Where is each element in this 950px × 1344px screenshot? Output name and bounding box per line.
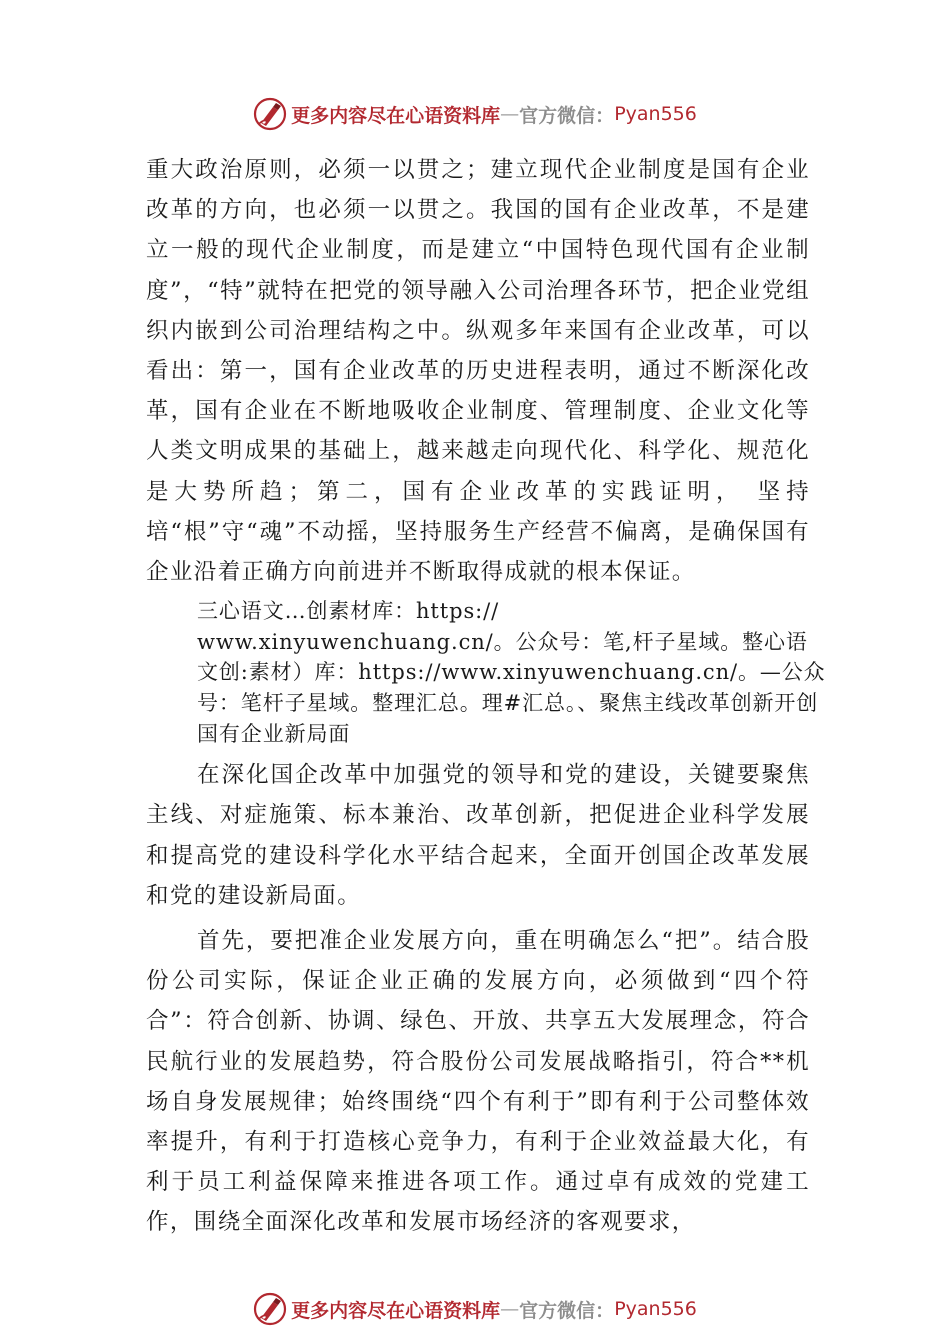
paragraph-focus-mainline: 在深化国企改革中加强党的领导和党的建设，关键要聚焦主线、对症施策、标本兼治、改革创新，把促进企业科学发展和提高党的建设科学化水平结合起来，全面开创国企改革发展和党的建设新局面。 <box>146 762 810 909</box>
banner-lead-text: 更多内容尽在心语资料库 <box>291 104 501 127</box>
header-banner <box>0 94 950 134</box>
footer-banner <box>0 1289 950 1329</box>
paragraph-continuation: 重大政治原则，必须一以贯之；建立现代企业制度是国有企业改革的方向，也必须一以贯之。我国的国有企业改革，不是建立一般的现代企业制度，而是建立“中国特色现代国有企业制度”，“特”就特在把党的领导融入公司治理各环节，把企业党组织内嵌到公司治理结构之中。纵观多年来国有企业改革，可以看出：第一，国有企业改革的历史进程表明，通过不断深化改革，国有企业在不断地吸收企业制度、管理制度、企业文化等人类文明成果的基础上，越来越走向现代化、科学化、规范化是大势所趋；第二，国有企业改革的实践证明， 坚持培“根”守“魂”不动摇，坚持服务生产经营不偏离，是确保国有企业沿着正确方向前进并不断取得成就的根本保证。 <box>146 157 810 586</box>
pen-nib-logo-icon <box>253 1292 287 1326</box>
pen-nib-logo-icon <box>253 97 287 131</box>
paragraph-direction: 首先，要把准企业发展方向，重在明确怎么“把”。结合股份公司实际，保证企业正确的发展方向，必须做到“四个符合”：符合创新、协调、绿色、开放、共享五大发展理念，符合民航行业的发展趋势，符合股份公司发展战略指引，符合**机场自身发展规律；始终围绕“四个有利于”即有利于公司整体效率提升，有利于打造核心竞争力，有利于企业效益最大化，有利于员工利益保障来推进各项工作。通过卓有成效的党建工作，围绕全面深化改革和发展市场经济的客观要求， <box>146 928 810 1236</box>
watermark-note-block: 三心语文…创素材库：https:// www.xinyuwenchuang.cn/。公众号：笔,杆子星域。整心语文创:素材）库：https://www.xinyuwenchuang.cn/。—公众号：笔杆子星域。整理汇总。理#汇总。、聚焦主线改革创新开创国有企业新局面 <box>197 599 826 746</box>
document-body <box>146 150 826 1243</box>
banner-wechat-label: 官方微信： <box>519 104 615 127</box>
banner-dash: — <box>500 1298 520 1320</box>
banner-wechat-id: Pyan556 <box>614 103 697 125</box>
banner-lead-text: 更多内容尽在心语资料库 <box>291 1299 501 1322</box>
banner-wechat-label: 官方微信： <box>519 1299 615 1322</box>
banner-wechat-id: Pyan556 <box>614 1298 697 1320</box>
banner-dash: — <box>500 103 520 125</box>
